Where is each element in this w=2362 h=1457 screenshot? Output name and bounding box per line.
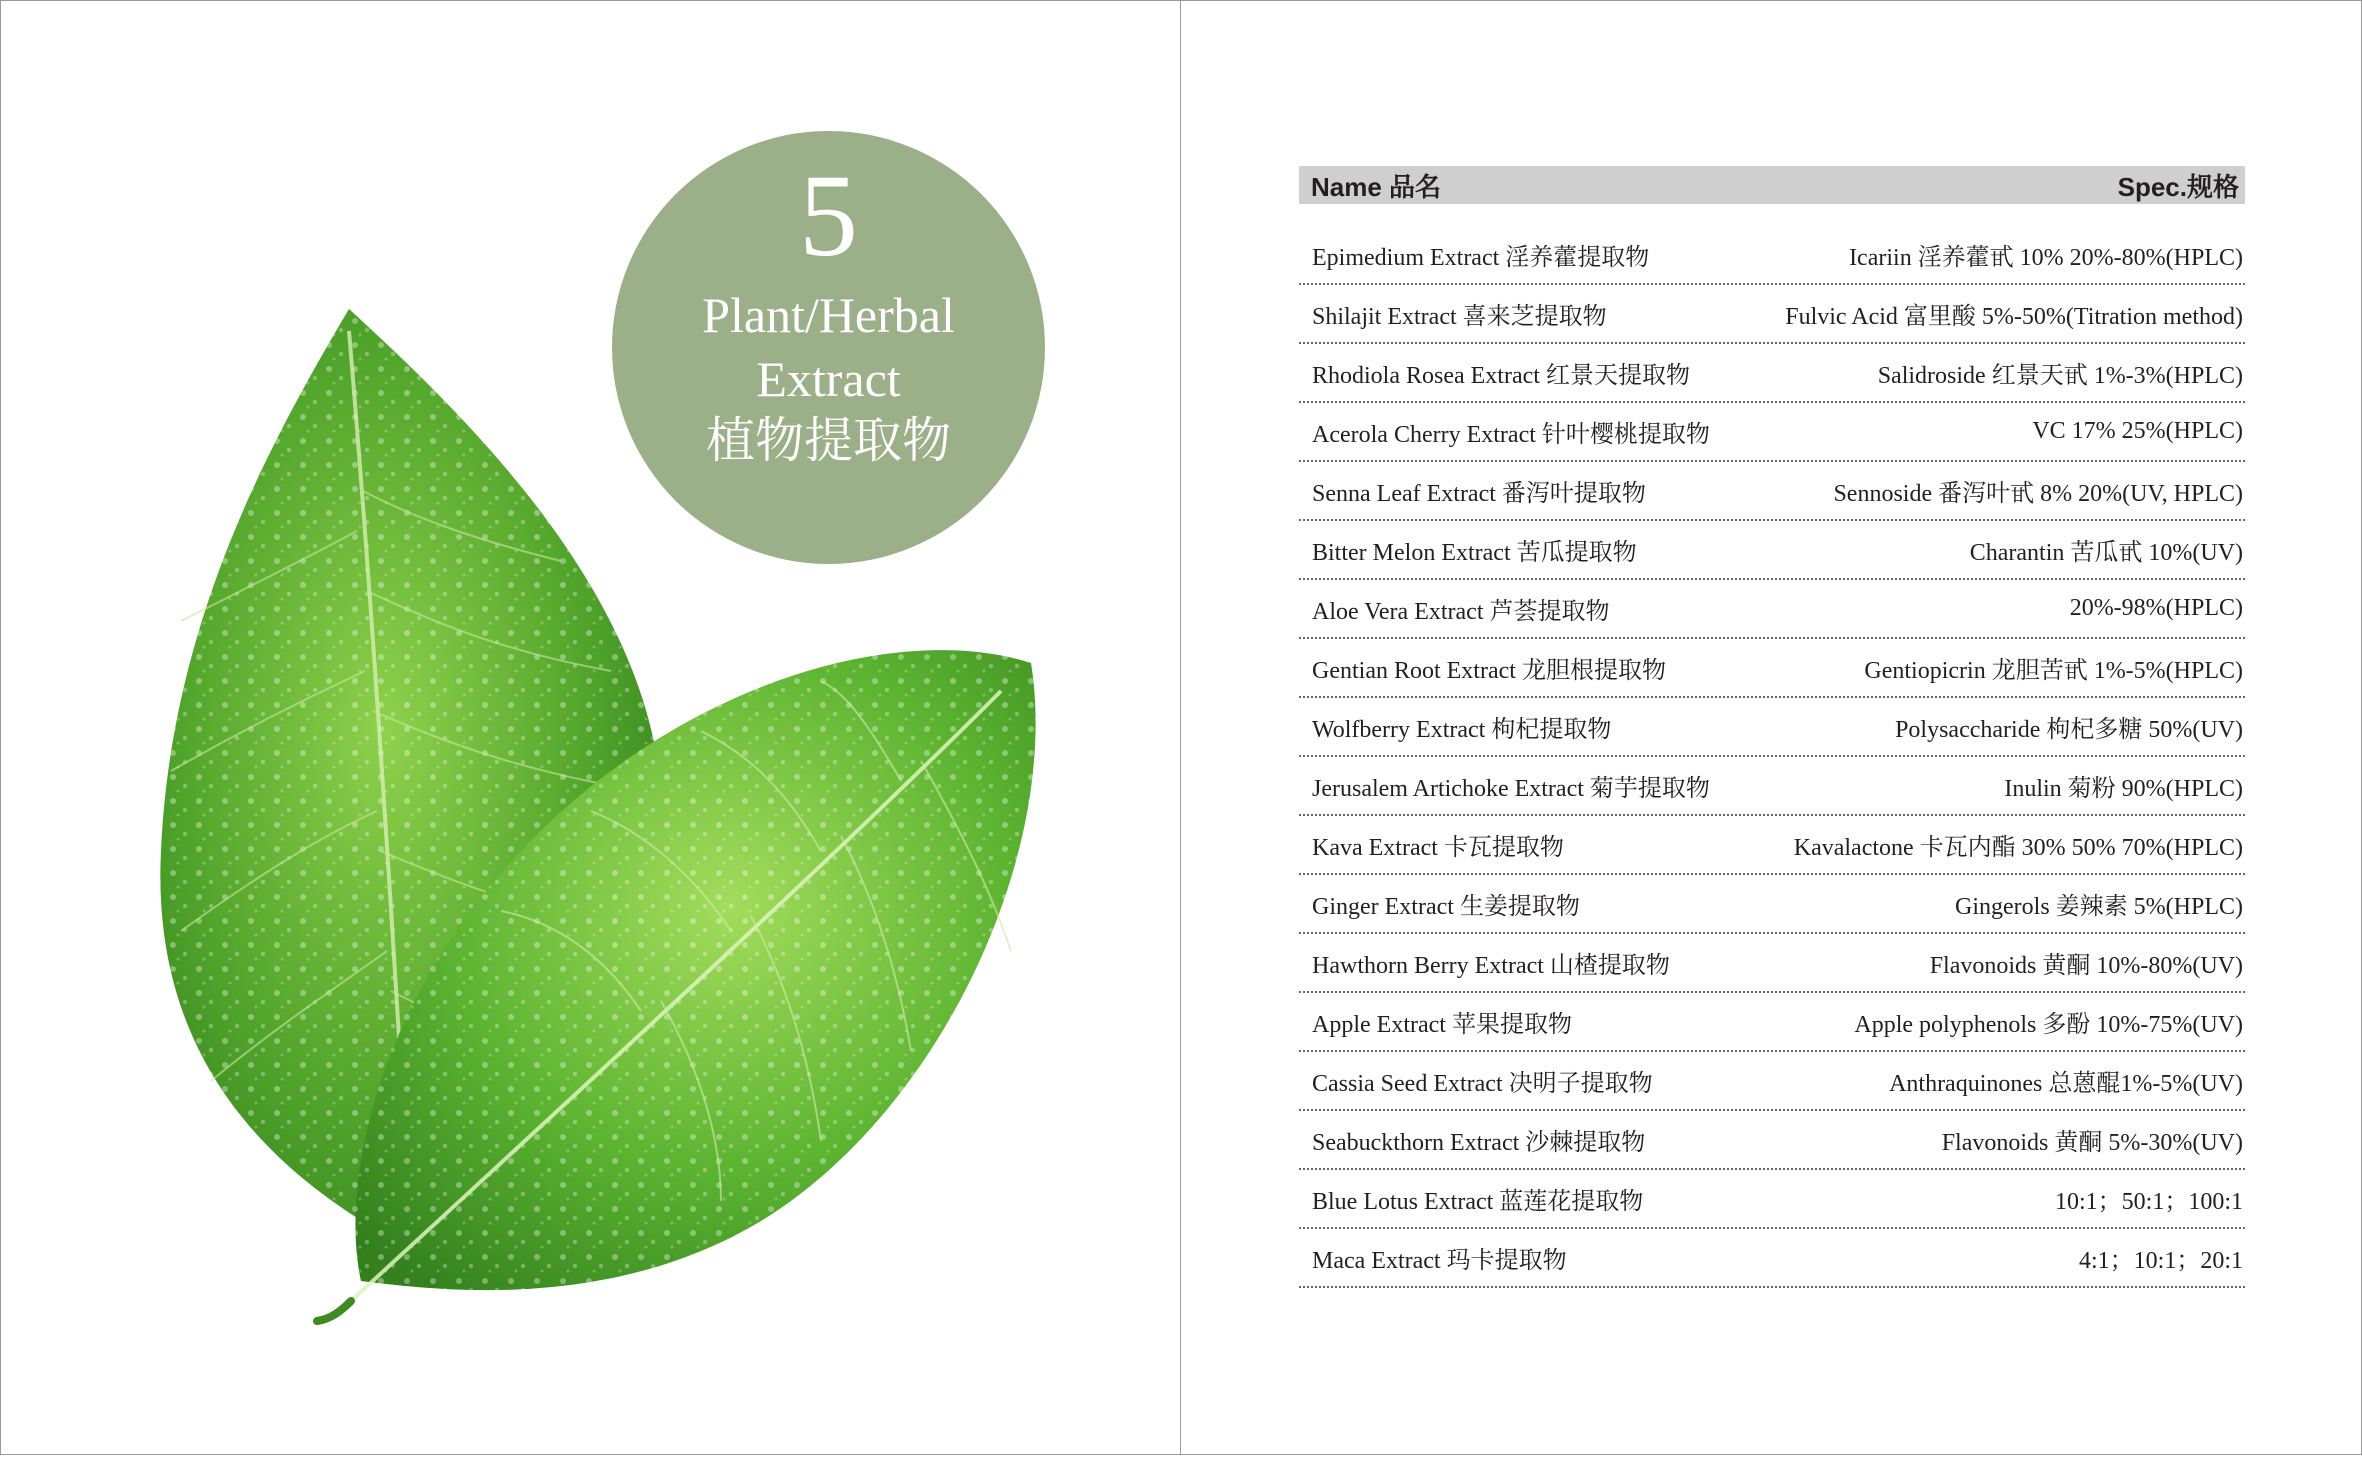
product-spec: VC 17% 25%(HPLC)	[2032, 418, 2243, 444]
table-row	[1299, 993, 2245, 1052]
product-spec: 20%-98%(HPLC)	[2069, 595, 2243, 621]
table-row	[1299, 698, 2245, 757]
product-name: Maca Extract 玛卡提取物	[1312, 1248, 1567, 1274]
product-spec: Anthraquinones 总蒽醌1%-5%(UV)	[1889, 1071, 2243, 1097]
product-spec: Kavalactone 卡瓦内酯 30% 50% 70%(HPLC)	[1793, 835, 2243, 861]
product-spec: Charantin 苦瓜甙 10%(UV)	[1969, 540, 2243, 566]
product-spec: 4:1；10:1；20:1	[2078, 1248, 2243, 1274]
product-name: Jerusalem Artichoke Extract 菊芋提取物	[1312, 776, 1710, 802]
product-spec: Polysaccharide 枸杞多糖 50%(UV)	[1895, 717, 2243, 743]
product-spec: Flavonoids 黄酮 5%-30%(UV)	[1941, 1130, 2243, 1156]
left-page	[0, 0, 1181, 1455]
product-name: Hawthorn Berry Extract 山楂提取物	[1312, 953, 1670, 979]
product-name: Bitter Melon Extract 苦瓜提取物	[1312, 540, 1637, 566]
product-spec: Apple polyphenols 多酚 10%-75%(UV)	[1854, 1012, 2243, 1038]
product-spec: 10:1；50:1；100:1	[2054, 1189, 2243, 1215]
product-name: Kava Extract 卡瓦提取物	[1312, 835, 1564, 861]
table-row	[1299, 639, 2245, 698]
table-row	[1299, 1052, 2245, 1111]
product-spec: Sennoside 番泻叶甙 8% 20%(UV, HPLC)	[1833, 481, 2243, 507]
product-name: Ginger Extract 生姜提取物	[1312, 894, 1580, 920]
product-name: Acerola Cherry Extract 针叶樱桃提取物	[1312, 422, 1710, 448]
header-name: Name 品名	[1311, 171, 1442, 202]
table-row	[1299, 1170, 2245, 1229]
product-name: Shilajit Extract 喜来芝提取物	[1312, 304, 1607, 330]
product-spec-table	[1299, 166, 2245, 1288]
product-name: Blue Lotus Extract 蓝莲花提取物	[1312, 1189, 1644, 1215]
product-spec: Icariin 淫养藿甙 10% 20%-80%(HPLC)	[1849, 245, 2243, 271]
product-spec: Flavonoids 黄酮 10%-80%(UV)	[1929, 953, 2243, 979]
table-header	[1299, 166, 2245, 204]
product-spec: Gingerols 姜辣素 5%(HPLC)	[1955, 894, 2243, 920]
product-name: Apple Extract 苹果提取物	[1312, 1012, 1572, 1038]
table-row	[1299, 521, 2245, 580]
table-row	[1299, 580, 2245, 639]
product-spec: Fulvic Acid 富里酸 5%-50%(Titration method)	[1785, 304, 2243, 330]
section-badge	[612, 131, 1045, 564]
product-name: Epimedium Extract 淫养藿提取物	[1312, 245, 1650, 271]
product-name: Cassia Seed Extract 决明子提取物	[1312, 1071, 1653, 1097]
table-row	[1299, 403, 2245, 462]
section-title-zh: 植物提取物	[705, 412, 951, 469]
product-name: Wolfberry Extract 枸杞提取物	[1312, 717, 1612, 743]
table-row	[1299, 816, 2245, 875]
table-row	[1299, 462, 2245, 521]
table-row	[1299, 226, 2245, 285]
product-name: Gentian Root Extract 龙胆根提取物	[1312, 658, 1666, 684]
product-spec: Salidroside 红景天甙 1%-3%(HPLC)	[1877, 363, 2243, 389]
product-name: Seabuckthorn Extract 沙棘提取物	[1312, 1130, 1646, 1156]
product-name: Senna Leaf Extract 番泻叶提取物	[1312, 481, 1646, 507]
right-page	[1180, 0, 2362, 1455]
section-title-en: Plant/Herbal Extract	[702, 287, 955, 407]
table-row	[1299, 875, 2245, 934]
product-name: Aloe Vera Extract 芦荟提取物	[1312, 599, 1610, 625]
table-row	[1299, 757, 2245, 816]
section-number: 5	[799, 150, 858, 281]
table-row	[1299, 1229, 2245, 1288]
table-row	[1299, 934, 2245, 993]
table-row	[1299, 344, 2245, 403]
table-row	[1299, 285, 2245, 344]
header-spec: Spec.规格	[2117, 171, 2239, 202]
product-spec: Inulin 菊粉 90%(HPLC)	[2004, 776, 2243, 802]
table-row	[1299, 1111, 2245, 1170]
product-name: Rhodiola Rosea Extract 红景天提取物	[1312, 363, 1690, 389]
product-spec: Gentiopicrin 龙胆苦甙 1%-5%(HPLC)	[1864, 658, 2243, 684]
